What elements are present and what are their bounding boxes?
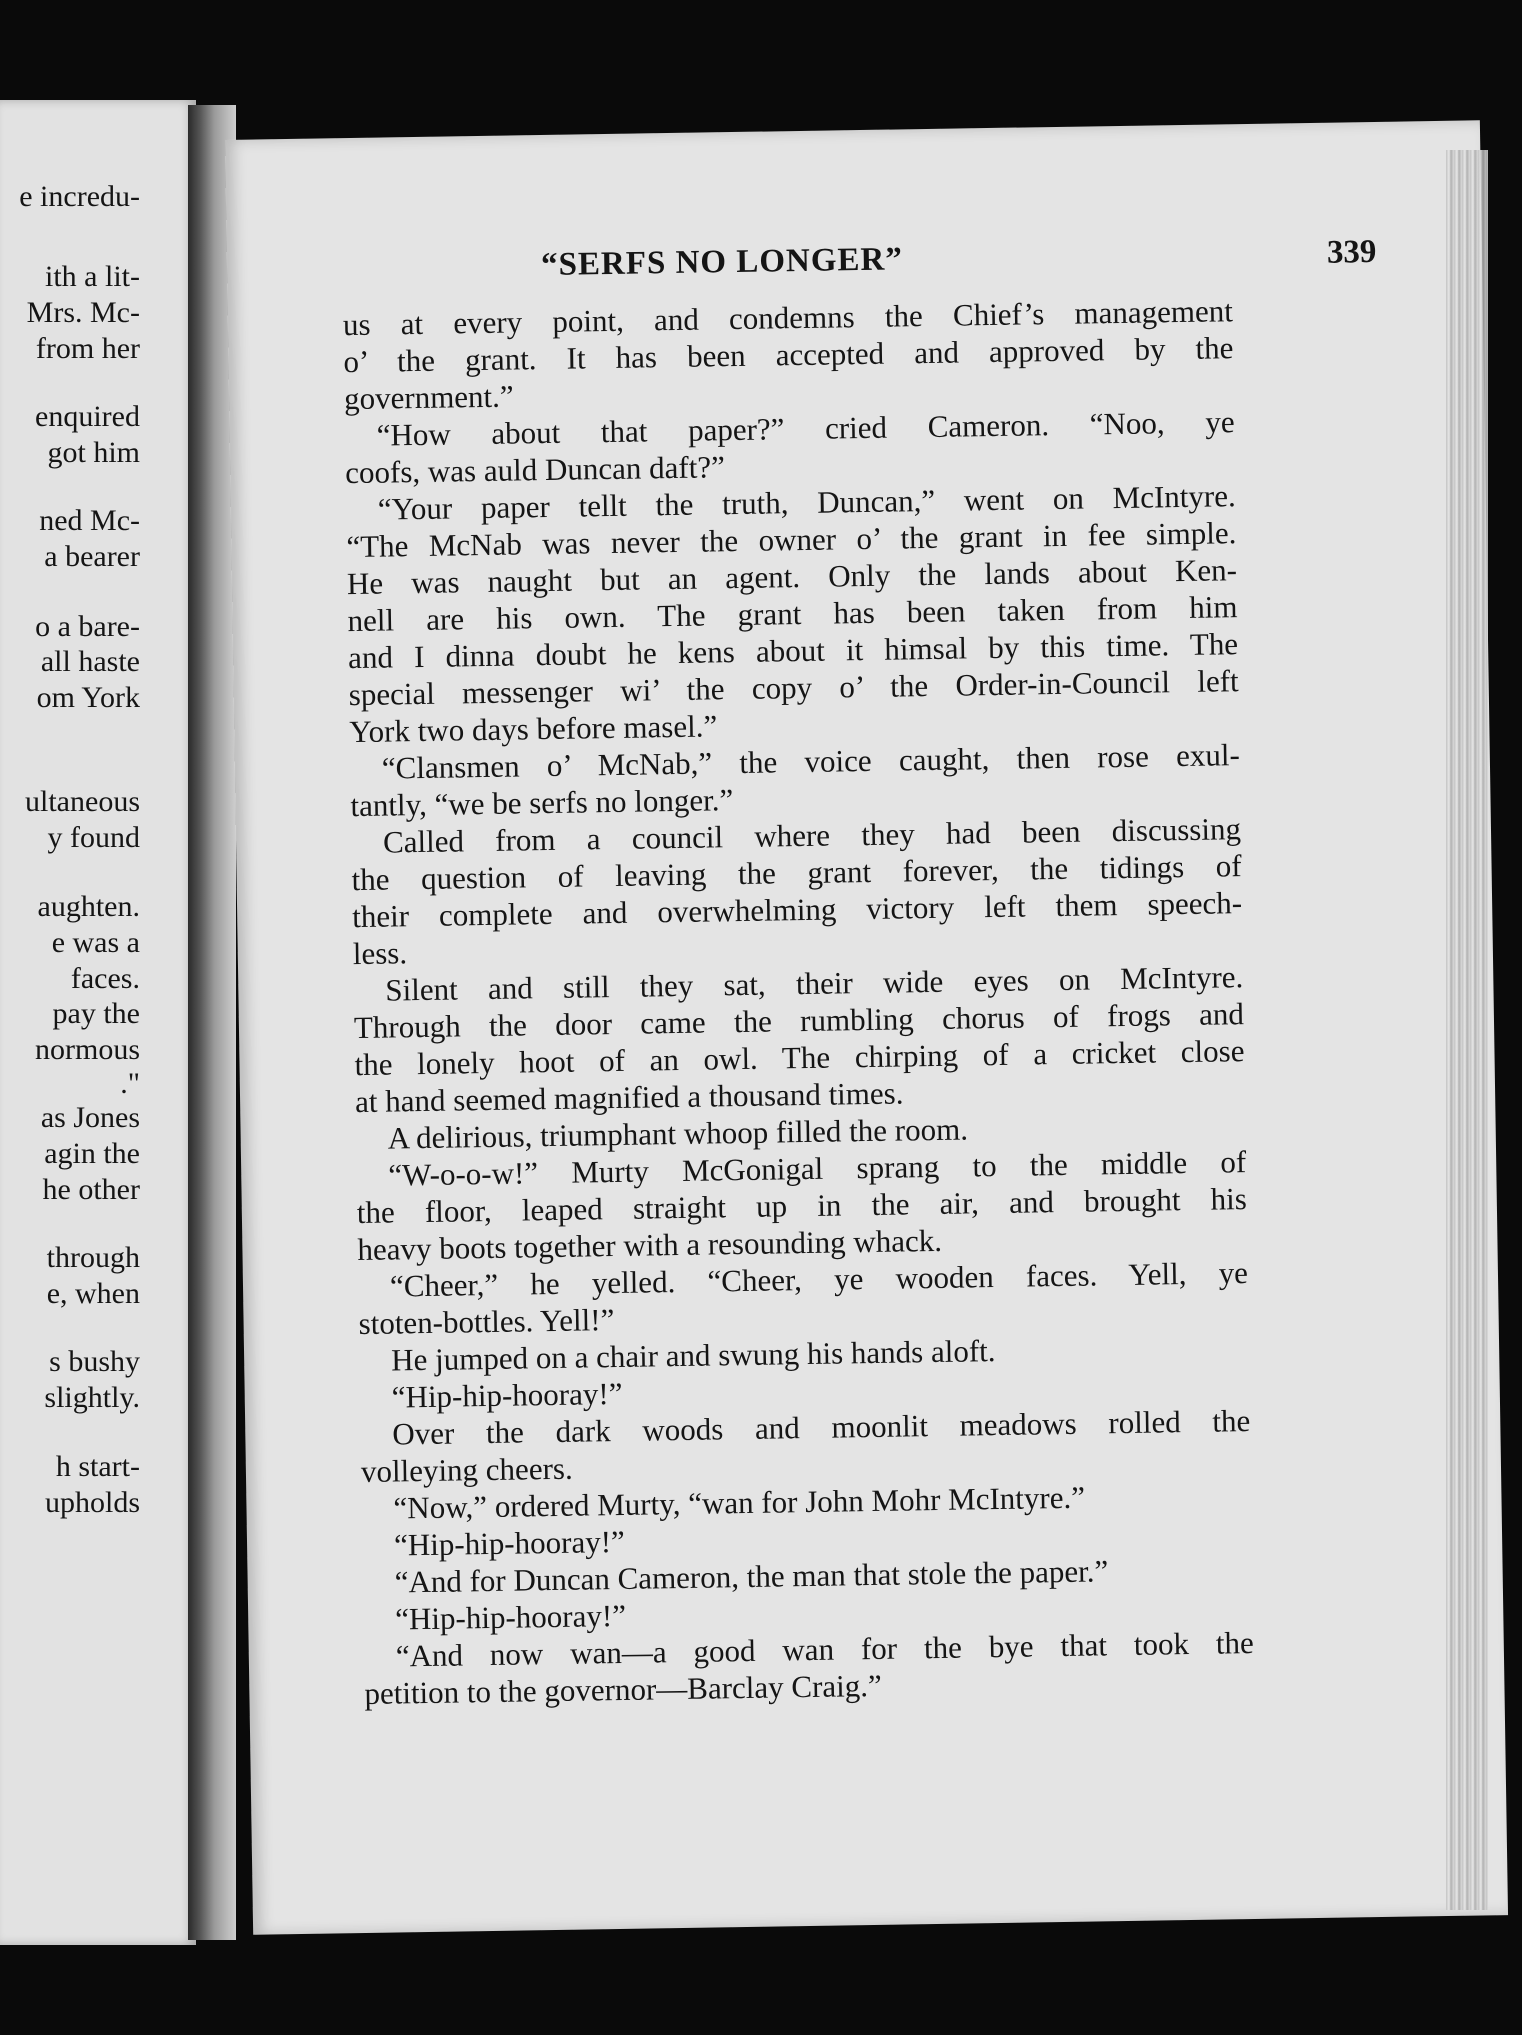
text-line: He jumped on a chair and swung his hands aloft.: [390, 1333, 996, 1378]
text-line: Through the door came the rumbling chorus of frogs and: [353, 996, 1245, 1046]
left-text-fragment: e incredu-: [19, 180, 140, 213]
text-line: Silent and still they sat, their wide eyes on McIntyre.: [385, 959, 1244, 1008]
text-line: us at every point, and condemns the Chief’s management: [342, 293, 1234, 343]
text-line: “Clansmen o’ McNab,” the voice caught, then rose exul-: [381, 737, 1241, 786]
left-text-fragment: enquired: [35, 400, 140, 433]
text-line: “How about that paper?” cried Cameron. “Noo, ye: [376, 404, 1235, 453]
text-line: “Now,” ordered Murty, “wan for John Mohr McIntyre.”: [393, 1479, 1086, 1526]
text-line: He was naught but an agent. Only the lands about Ken-: [346, 552, 1238, 602]
left-text-fragment: from her: [35, 332, 140, 365]
left-text-fragment: through: [46, 1241, 140, 1274]
text-line: nell are his own. The grant has been taken from him: [347, 589, 1238, 639]
left-text-fragment: o a bare-: [35, 610, 140, 643]
text-line: “Hip-hip-hooray!”: [391, 1375, 623, 1415]
body-text: [343, 292, 1255, 1712]
left-text-fragment: ned Mc-: [39, 504, 140, 537]
text-line: and I dinna doubt he kens about it himsal by this time. The: [347, 626, 1239, 676]
text-line: their complete and overwhelming victory left them speech-: [351, 885, 1243, 935]
text-line: “Cheer,” he yelled. “Cheer, ye wooden faces. Yell, ye: [389, 1255, 1249, 1304]
text-line: the floor, leaped straight up in the air, and brought his: [356, 1181, 1248, 1231]
left-text-fragment: pay the: [52, 997, 140, 1030]
left-text-fragment: he other: [42, 1173, 140, 1206]
left-text-fragment: Mrs. Mc-: [26, 296, 140, 329]
left-text-fragment: e, when: [46, 1277, 140, 1310]
text-line: “Your paper tellt the truth, Duncan,” went on McIntyre.: [377, 478, 1236, 527]
left-text-fragment: y found: [47, 821, 140, 854]
text-line: the lonely hoot of an owl. The chirping of a cricket close: [354, 1033, 1245, 1083]
text-line: Over the dark woods and moonlit meadows rolled the: [392, 1403, 1251, 1452]
right-page: [225, 120, 1508, 1934]
text-line: o’ the grant. It has been accepted and approved by the: [343, 330, 1234, 380]
left-text-fragment: agin the: [44, 1137, 140, 1170]
left-text-fragment: as Jones: [40, 1101, 140, 1134]
left-page-text: [0, 100, 190, 1945]
text-line: Called from a council where they had been discussing: [382, 811, 1242, 860]
page-edges: [1446, 150, 1488, 1910]
left-text-fragment: om York: [36, 681, 140, 714]
left-text-fragment: h start-: [55, 1450, 140, 1483]
text-line: heavy boots together with a resounding whack.: [357, 1222, 943, 1268]
text-line: “And now wan—a good wan for the bye that took the: [395, 1625, 1255, 1674]
text-line: “The McNab was never the owner o’ the grant in fee simple.: [346, 515, 1237, 565]
left-text-fragment: normous: [35, 1033, 140, 1066]
page-number: 339: [1326, 233, 1377, 271]
text-line: A delirious, triumphant whoop filled the room.: [387, 1111, 969, 1156]
left-text-fragment: got him: [47, 436, 140, 469]
text-line: “Hip-hip-hooray!”: [394, 1597, 627, 1637]
left-text-fragment: e was a: [51, 926, 140, 959]
text-line: special messenger wi’ the copy o’ the Order-in-Council left: [348, 663, 1239, 713]
text-line: York two days before masel.”: [349, 708, 718, 750]
left-text-fragment: slightly.: [44, 1381, 140, 1414]
left-page: [0, 100, 196, 1945]
text-line: tantly, “we be serfs no longer.”: [350, 782, 734, 824]
text-line: petition to the governor—Barclay Craig.”: [364, 1667, 883, 1711]
left-text-fragment: faces.: [70, 962, 140, 995]
left-text-fragment: ith a lit-: [45, 260, 140, 293]
left-text-fragment: s bushy: [49, 1345, 140, 1378]
text-line: “W-o-o-w!” Murty McGonigal sprang to the middle of: [388, 1144, 1247, 1193]
text-line: government.”: [343, 378, 514, 417]
text-line: stoten-bottles. Yell!”: [358, 1302, 615, 1342]
left-text-fragment: aughten.: [37, 890, 140, 923]
text-line: the question of leaving the grant forever, the tidings of: [351, 848, 1242, 898]
left-text-fragment: .": [120, 1067, 140, 1100]
text-line: at hand seemed magnified a thousand times.: [354, 1075, 904, 1120]
running-head: “SERFS NO LONGER”: [540, 241, 904, 284]
left-text-fragment: all haste: [40, 645, 140, 678]
left-text-fragment: ultaneous: [25, 785, 140, 818]
left-text-fragment: upholds: [44, 1486, 140, 1519]
left-text-fragment: a bearer: [44, 540, 140, 573]
text-line: less.: [352, 935, 408, 972]
text-line: “Hip-hip-hooray!”: [393, 1523, 626, 1563]
text-line: coofs, was auld Duncan daft?”: [344, 449, 726, 491]
text-line: “And for Duncan Cameron, the man that stole the paper.”: [394, 1553, 1109, 1600]
text-line: volleying cheers.: [360, 1450, 573, 1490]
